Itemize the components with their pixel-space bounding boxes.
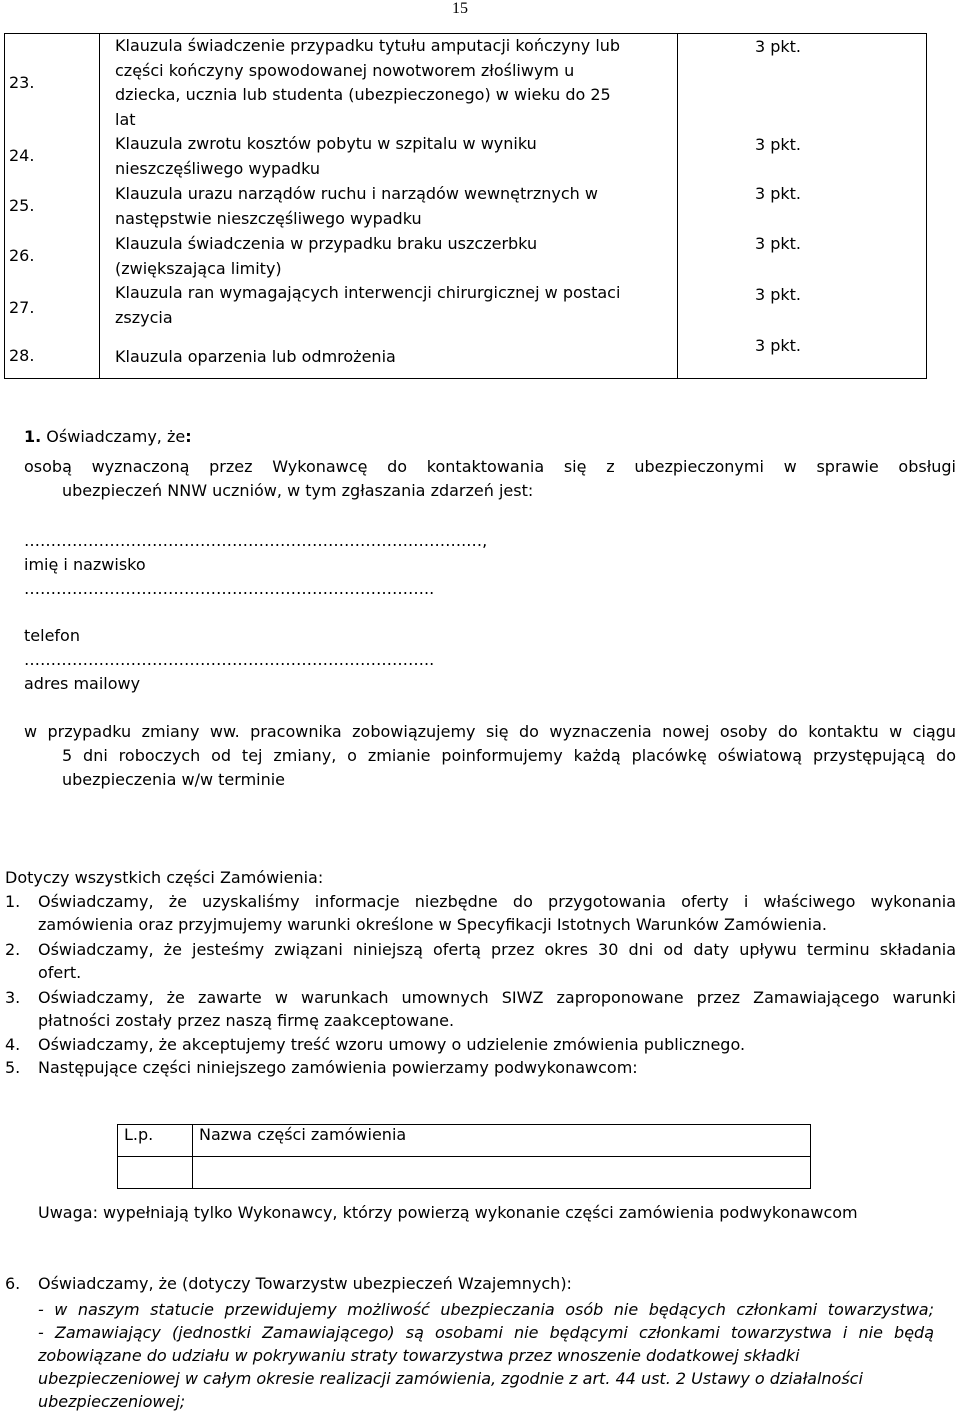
- clause-text-column: [100, 34, 678, 379]
- change-line-3: ubezpieczenia w/w terminie: [62, 770, 286, 789]
- clause-text-line: Klauzula świadczenia w przypadku braku uszczerbku: [115, 234, 538, 253]
- clause-points: 3 pkt.: [754, 336, 802, 355]
- general-item-number: 4.: [5, 1035, 21, 1054]
- clause-number: 25.: [9, 196, 35, 215]
- subcontract-header-lp: L.p.: [118, 1125, 193, 1157]
- clause-text-line: dziecka, ucznia lub studenta (ubezpieczonego) w wieku do 25: [115, 85, 611, 104]
- clause-number: 24.: [9, 146, 35, 165]
- clause-number: 26.: [9, 246, 35, 265]
- clause-text-line: części kończyny spowodowanej nowotworem złośliwym u: [115, 60, 575, 80]
- clause-points: 3 pkt.: [754, 285, 802, 304]
- subcontract-cell-lp[interactable]: [118, 1157, 193, 1189]
- clause-points: 3 pkt.: [754, 37, 802, 56]
- clause-text: [115, 232, 537, 281]
- clause-points: 3 pkt.: [754, 184, 802, 203]
- clause-text-line: lat: [115, 109, 136, 129]
- general-item-line: Oświadczamy, że akceptujemy treść wzoru umowy o udzielenie zmówienia publicznego.: [38, 1035, 746, 1054]
- general-item-number: 2.: [5, 940, 21, 959]
- item6-line: - Zamawiający (jednostki Zamawiającego) są osobami nie będącymi członkami towarzystwa i nie będą: [38, 1323, 934, 1342]
- general-item-line: ofert.: [38, 963, 82, 982]
- general-item-line: zamówienia oraz przyjmujemy warunki określone w Specyfikacji Istotnych Warunków Zamówienia.: [38, 915, 827, 934]
- page-number: 15: [452, 0, 468, 17]
- clause-number: 27.: [9, 298, 35, 317]
- clause-text: [115, 182, 598, 231]
- clause-text-line: Klauzula świadczenie przypadku tytułu amputacji kończyny lub: [115, 36, 621, 55]
- contact-heading-text: Oświadczamy, że: [41, 427, 186, 446]
- item6-line: - w naszym statucie przewidujemy możliwość ubezpieczania osób nie będących członkami towarzystwa;: [38, 1300, 934, 1319]
- contact-heading-number: 1.: [24, 427, 42, 446]
- email-label: adres mailowy: [24, 674, 141, 693]
- general-item-number: 3.: [5, 988, 21, 1007]
- clause-points: 3 pkt.: [754, 234, 802, 253]
- contact-heading: [24, 425, 192, 448]
- clause-text: [115, 132, 537, 181]
- name-dots: ……………………………………………………………….……….…,: [24, 531, 488, 550]
- clause-points-column: [678, 34, 927, 379]
- clause-text-line: Klauzula zwrotu kosztów pobytu w szpitalu w wyniku: [115, 134, 537, 153]
- note: Uwaga: wypełniają tylko Wykonawcy, którzy powierzą wykonanie części zamówienia podwykonawcom: [38, 1203, 858, 1222]
- subcontract-table: [117, 1124, 811, 1189]
- clause-number: 23.: [9, 73, 35, 92]
- subcontract-cell-name[interactable]: [193, 1157, 811, 1189]
- general-item-number: 5.: [5, 1058, 21, 1077]
- name-label: imię i nazwisko: [24, 555, 146, 574]
- contact-heading-colon: :: [185, 427, 192, 446]
- clause-text-line: następstwie nieszczęśliwego wypadku: [115, 208, 422, 228]
- phone-dots: …………………………………………………………………..: [24, 579, 435, 598]
- general-item-line: Oświadczamy, że uzyskaliśmy informacje niezbędne do przygotowania oferty i właściwego wykonania: [38, 892, 956, 911]
- clause-text-line: nieszczęśliwego wypadku: [115, 158, 320, 178]
- general-item-line: Oświadczamy, że jesteśmy związani niniejszą ofertą przez okres 30 dni od daty upływu terminu składania: [38, 940, 956, 959]
- subcontract-header-name: Nazwa części zamówienia: [193, 1125, 811, 1157]
- item6-line: ubezpieczeniowej w całym okresie realizacji zamówienia, zgodnie z art. 44 ust. 2 Ustawy o działalności: [38, 1369, 863, 1388]
- item6-line: zobowiązane do udziału w pokrywaniu straty towarzystwa przez wnoszenie dodatkowej składki: [38, 1346, 800, 1365]
- phone-label: telefon: [24, 626, 80, 645]
- item6-line: ubezpieczeniowej;: [38, 1392, 186, 1411]
- contact-intro-line-1: osobą wyznaczoną przez Wykonawcę do kontaktowania się z ubezpieczonymi w sprawie obsługi: [24, 457, 956, 476]
- general-item-number: 1.: [5, 892, 21, 911]
- clause-text: [115, 34, 620, 132]
- clause-text-line: Klauzula oparzenia lub odmrożenia: [115, 347, 396, 366]
- clause-text-line: zszycia: [115, 307, 173, 327]
- item6-text: Oświadczamy, że (dotyczy Towarzystw ubezpieczeń Wzajemnych):: [38, 1274, 572, 1293]
- item6-number: 6.: [5, 1274, 21, 1293]
- clause-number: 28.: [9, 346, 35, 365]
- change-line-2: 5 dni roboczych od tej zmiany, o zmianie poinformujemy każdą placówkę oświatową przystępującą do: [62, 746, 956, 765]
- clause-points: 3 pkt.: [754, 135, 802, 154]
- clause-number-column: [5, 34, 100, 379]
- general-item-line: Oświadczamy, że zawarte w warunkach umownych SIWZ zaproponowane przez Zamawiającego warunki: [38, 988, 956, 1007]
- clause-text: [115, 281, 620, 330]
- general-heading: Dotyczy wszystkich części Zamówienia:: [5, 868, 324, 887]
- general-item-line: Następujące części niniejszego zamówienia powierzamy podwykonawcom:: [38, 1058, 638, 1077]
- email-dots: …………………………………………………………………..: [24, 650, 435, 669]
- clauses-table: [4, 33, 927, 379]
- general-item-line: płatności zostały przez naszą firmę zaakceptowane.: [38, 1011, 455, 1030]
- clause-text-line: Klauzula ran wymagających interwencji chirurgicznej w postaci: [115, 283, 621, 302]
- change-line-1: w przypadku zmiany ww. pracownika zobowiązujemy się do wyznaczenia nowej osoby do kontaktu w ciągu: [24, 722, 956, 741]
- clause-text-line: (zwiększająca limity): [115, 258, 282, 278]
- clause-text: [115, 345, 396, 370]
- clause-text-line: Klauzula urazu narządów ruchu i narządów wewnętrznych w: [115, 184, 598, 203]
- contact-intro-line-2: ubezpieczeń NNW uczniów, w tym zgłaszania zdarzeń jest:: [62, 481, 534, 500]
